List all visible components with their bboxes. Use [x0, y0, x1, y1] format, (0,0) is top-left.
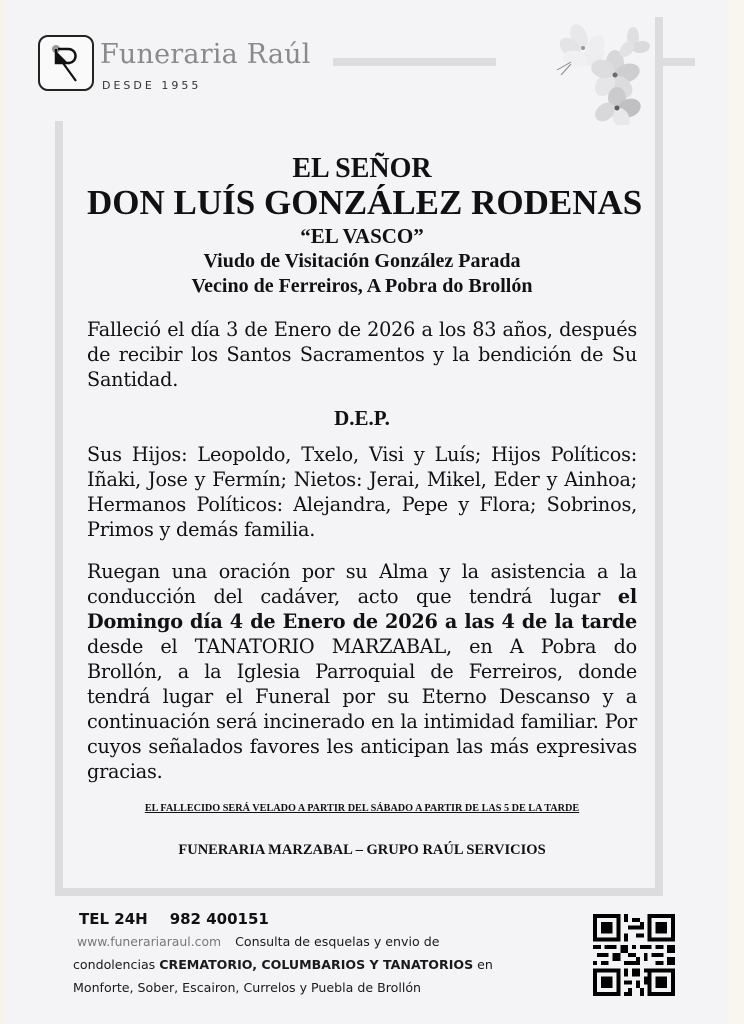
frame-bottom-bar	[55, 888, 662, 896]
frame-top-bar	[333, 58, 496, 66]
r-monogram-icon	[38, 35, 94, 91]
wake-notice: EL FALLECIDO SERÁ VELADO A PARTIR DEL SÁBADO A PARTIR DE LAS 5 DE LA TARDE	[144, 803, 580, 814]
obituary-content	[87, 150, 643, 859]
services-list: CREMATORIO, COLUMBARIOS Y TANATORIOS	[159, 957, 474, 972]
qr-code-icon[interactable]	[593, 914, 675, 996]
plumeria-flowers-icon	[545, 20, 655, 129]
page-left-edge	[0, 0, 6, 1024]
website-link[interactable]: www.funerariaraul.com	[77, 934, 222, 949]
service-text-details: desde el TANATORIO MARZABAL, en A Pobra do Brollón, a la Iglesia Parroquial de Ferreiros, donde tendrá lugar el Funeral por su Eterno Descanso y a continuación será incinerado en la intimidad familiar. Por cuyos señalados favores les anticipan las más expresivas gracias.	[87, 635, 637, 783]
honorific-title: EL SEÑOR	[292, 153, 432, 184]
phone-line	[73, 908, 573, 930]
page-right-edge	[728, 0, 744, 1024]
brand-name: Funeraria Raúl	[100, 39, 311, 70]
phone-label: TEL 24H	[79, 910, 148, 928]
frame-left-bar	[55, 121, 63, 895]
deceased-nickname: “EL VASCO”	[300, 224, 424, 248]
service-paragraph	[87, 559, 637, 784]
widower-line: Viudo de Visitación González Parada	[203, 250, 521, 272]
service-text-intro: Ruegan una oración por su Alma y la asistencia a la conducción del cadáver, acto que tendrá lugar	[87, 560, 637, 608]
phone-number[interactable]: 982 400151	[169, 910, 269, 928]
funeral-home-name: FUNERARIA MARZABAL – GRUPO RAÚL SERVICIOS	[178, 842, 546, 858]
family-paragraph: Sus Hijos: Leopoldo, Txelo, Visi y Luís; Hijos Políticos: Iñaki, Jose y Fermín; Nietos: Jerai, Mikel, Eder y Ainhoa; Hermanos Políticos: Alejandra, Pepe y Flora; Sobrinos, Primos y demás familia.	[87, 443, 637, 541]
dep-heading: D.E.P.	[334, 406, 390, 430]
contact-footer	[73, 908, 573, 999]
locations-line: Monforte, Sober, Escairon, Currelos y Puebla de Brollón	[73, 980, 422, 995]
website-line	[73, 930, 573, 953]
consult-text: Consulta de esquelas y envio de	[235, 934, 440, 949]
residence-line: Vecino de Ferreiros, A Pobra do Brollón	[191, 275, 533, 297]
services-line	[73, 953, 573, 976]
service-date-time: el Domingo día 4 de Enero de 2026 a las 4 de la tarde	[87, 585, 637, 633]
condolences-text: condolencias	[73, 957, 160, 972]
deceased-name: DON LUÍS GONZÁLEZ RODENAS	[87, 183, 643, 222]
death-paragraph: Falleció el día 3 de Enero de 2026 a los 83 años, después de recibir los Santos Sacramentos y la bendición de Su Santidad.	[87, 318, 637, 391]
brand-since: DESDE 1955	[102, 79, 202, 92]
cross-arm-bar	[663, 58, 695, 66]
frame-right-bar	[655, 17, 663, 896]
services-en: en	[473, 957, 493, 972]
